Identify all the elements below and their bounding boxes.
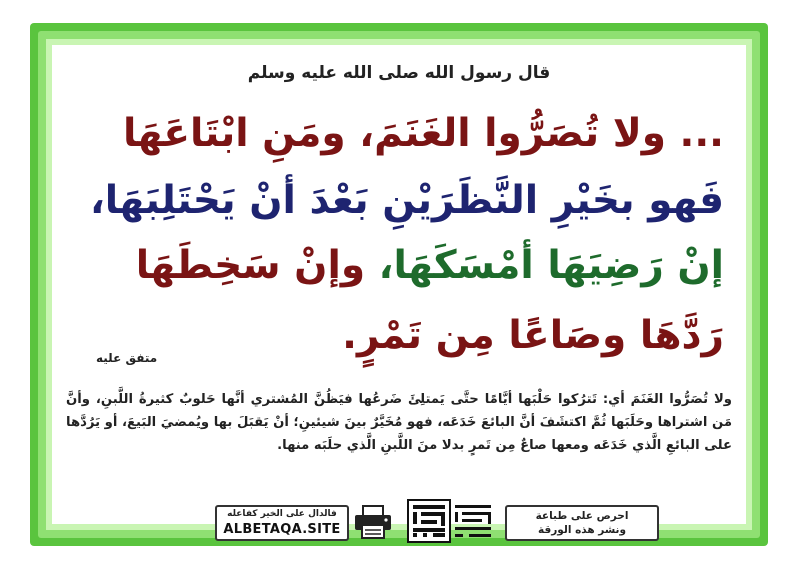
print-cta-line-1: احرص على طباعة [535,510,629,522]
hadith-line-3-part-a: إنْ رَضِيَهَا أمْسَكَهَا، [365,243,724,288]
hadith-line-3-part-b: وإنْ سَخِطَهَا [135,243,366,288]
footer [215,499,655,543]
hadith-line-3 [136,243,724,288]
card-content [52,45,746,537]
site-url[interactable]: ALBETAQA.SITE [223,522,341,537]
narrator-heading: قال رسول الله صلى الله عليه وسلم [247,63,551,83]
logo-icon [407,499,451,543]
printer-icon [353,505,393,539]
logo-wordmark [453,501,493,541]
site-badge[interactable] [215,505,349,541]
hadith-line-4: رَدَّهَا وصَاعًا مِن تَمْرٍ. [342,313,724,358]
site-badge-slogan: فالدال على الخير كفاعله [227,509,337,519]
hadith-line-1: ... ولا تُصَرُّوا الغَنَمَ، ومَنِ ابْتَاعَهَا [123,111,724,156]
explanation-text: ولا تُصَرُّوا الغَنَمَ أي: تَترُكوا حَلْبَها أيَّامًا حتَّى يَمتلِئَ ضَرعُها فيَظُنَّ المُشتري أنَّها حَلوبٌ كثيرةُ اللَّبنِ، وأنَّ مَن اشتراها وحَلَبَها ثُمَّ اكتشَفَ أنَّ البائعَ خَدَعَه، فهو مُخَيَّرٌ بينَ شيئينِ؛ أنْ يَقبَلَ بها ويُمضيَ البَيعَ، أو يَرُدَّها على البائعِ الَّذي خَدَعَه ومعها صاعٌ مِن تَمرٍ بدلا منَ اللَّبنِ الَّذي حلَبَه منها. [66,392,732,453]
hadith-source: متفق عليه [96,351,158,365]
hadith-line-2: فَهو بخَيْرِ النَّظَرَيْنِ بَعْدَ أنْ يَحْتَلِبَهَا، [89,178,724,223]
print-cta-line-2: ونشر هذه الورقة [538,524,626,536]
print-cta-badge [505,505,659,541]
